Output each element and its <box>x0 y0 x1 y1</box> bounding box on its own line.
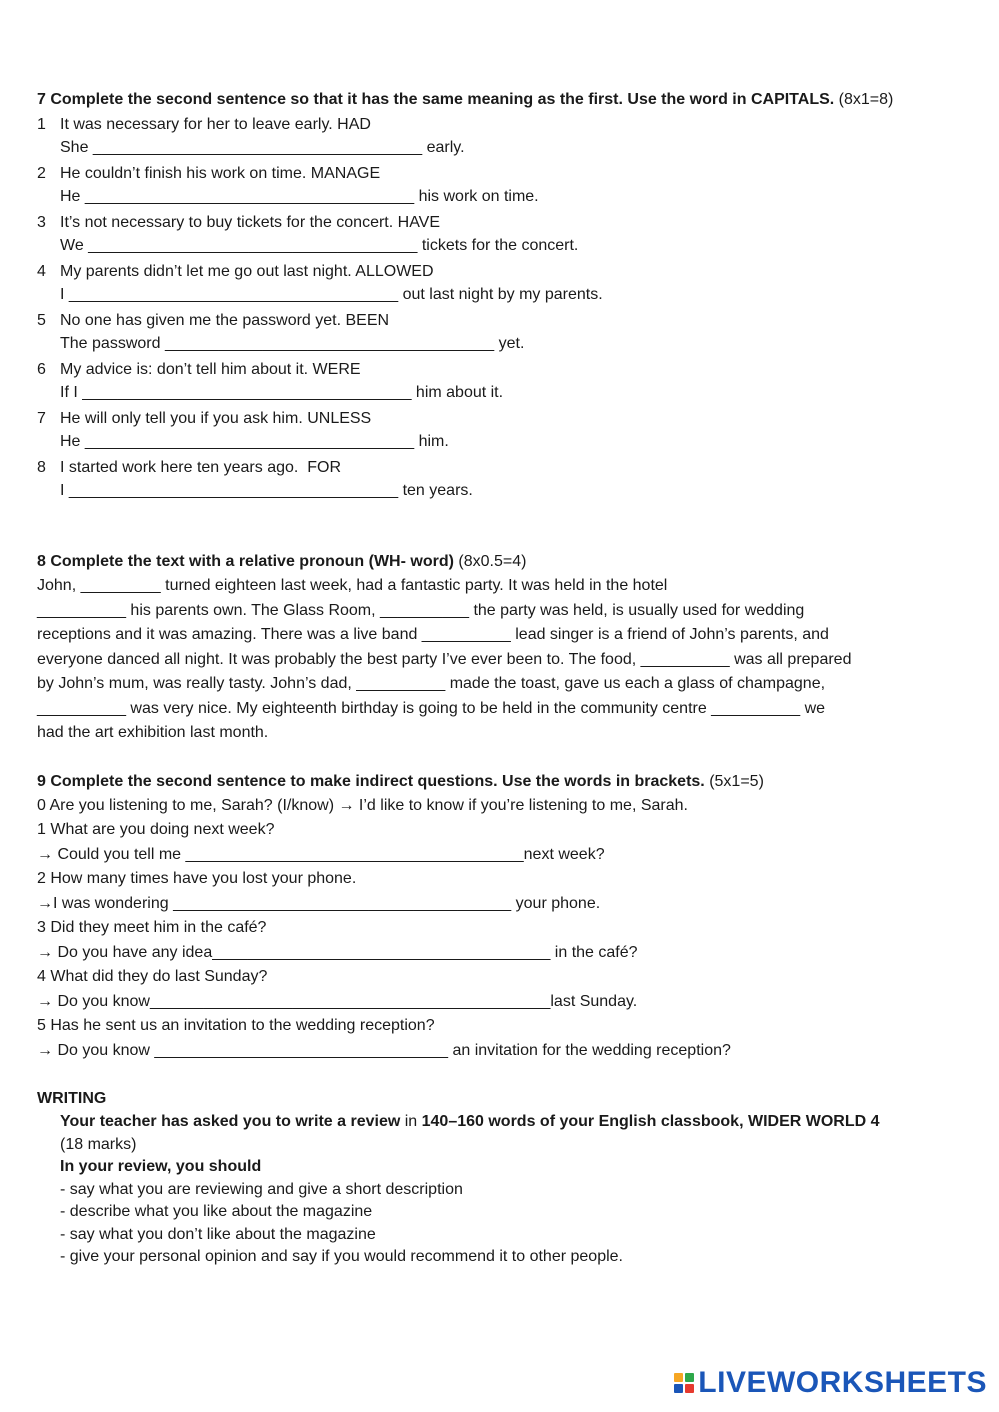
section-7 <box>37 88 967 502</box>
logo-icon <box>674 1373 694 1393</box>
text-line: by John’s mum, was really tasty. John’s dad, __________ made the toast, gave us each a glass of champagne, <box>37 675 826 692</box>
question-line: 5 Has he sent us an invitation to the wedding reception? <box>37 1017 435 1034</box>
original-sentence: I started work here ten years ago. FOR <box>60 459 342 476</box>
answer-line[interactable]: We _____________________________________ tickets for the concert. <box>60 236 579 254</box>
question-line: 2 How many times have you lost your phone. <box>37 870 357 887</box>
original-sentence: My parents didn’t let me go out last night. ALLOWED <box>60 263 434 280</box>
answer-line[interactable]: → Do you know _________________________________ an invitation for the wedding reception? <box>37 1041 731 1059</box>
answer-line[interactable]: He _____________________________________ his work on time. <box>60 187 539 205</box>
item-number: 7 <box>37 410 46 427</box>
section-9-title: 9 Complete the second sentence to make indirect questions. Use the words in brackets. <box>37 772 705 790</box>
prompt-connector: in <box>400 1113 422 1130</box>
section-8-marks: (8x0.5=4) <box>458 553 527 570</box>
section-9 <box>37 770 967 1064</box>
answer-line[interactable]: He _____________________________________ him. <box>60 432 449 450</box>
logo-square <box>674 1384 683 1393</box>
list-item <box>37 408 967 453</box>
writing-point: - say what you are reviewing and give a short description <box>60 1180 463 1198</box>
prompt-bold-1: Your teacher has asked you to write a review <box>60 1113 401 1130</box>
gap-fill-text[interactable] <box>37 574 917 746</box>
item-number: 8 <box>37 459 46 476</box>
question-line: 4 What did they do last Sunday? <box>37 968 268 985</box>
writing-title: WRITING <box>37 1090 107 1107</box>
item-number: 6 <box>37 361 46 378</box>
item-number: 3 <box>37 214 46 231</box>
prompt-bold-2: 140–160 words of your English classbook, WIDER WORLD 4 <box>421 1113 880 1130</box>
original-sentence: It’s not necessary to buy tickets for the concert. HAVE <box>60 214 441 231</box>
item-number: 4 <box>37 263 46 280</box>
original-sentence: He couldn’t finish his work on time. MANAGE <box>60 165 381 182</box>
writing-point: - describe what you like about the magazine <box>60 1203 373 1220</box>
answer-line[interactable]: I _____________________________________ out last night by my parents. <box>60 285 603 303</box>
writing-section <box>37 1087 967 1269</box>
section-8-title: 8 Complete the text with a relative pronoun (WH- word) <box>37 553 454 570</box>
logo-text: LIVEWORKSHEETS <box>698 1366 987 1399</box>
worksheet-page <box>37 88 967 1269</box>
writing-point: - give your personal opinion and say if you would recommend it to other people. <box>60 1248 623 1265</box>
text-line: everyone danced all night. It was probably the best party I’ve ever been to. The food, __________ was all prepared <box>37 650 852 668</box>
answer-line[interactable]: → Do you have any idea______________________________________ in the café? <box>37 943 638 961</box>
original-sentence: He will only tell you if you ask him. UNLESS <box>60 410 372 427</box>
logo-square <box>685 1384 694 1393</box>
list-item <box>37 212 967 257</box>
writing-should: In your review, you should <box>60 1158 262 1175</box>
section-8 <box>37 550 967 746</box>
question-line: 1 What are you doing next week? <box>37 821 275 838</box>
answer-line[interactable]: I _____________________________________ ten years. <box>60 481 473 499</box>
list-item <box>37 261 967 306</box>
section-7-marks: (8x1=8) <box>838 91 894 108</box>
answer-line[interactable]: →I was wondering ______________________________________ your phone. <box>37 894 601 912</box>
answer-line[interactable]: If I _____________________________________ him about it. <box>60 383 504 401</box>
text-line: had the art exhibition last month. <box>37 724 269 741</box>
list-item <box>37 114 967 159</box>
text-line: __________ was very nice. My eighteenth birthday is going to be held in the community centre __________ we <box>37 699 826 717</box>
section-8-heading <box>37 550 967 574</box>
list-item <box>37 457 967 502</box>
writing-point: - say what you don’t like about the magazine <box>60 1225 376 1243</box>
text-line: John, _________ turned eighteen last week, had a fantastic party. It was held in the hotel <box>37 577 668 594</box>
writing-prompt <box>60 1111 967 1134</box>
section-9-marks: (5x1=5) <box>709 772 764 790</box>
original-sentence: It was necessary for her to leave early. HAD <box>60 116 371 133</box>
section-7-heading <box>37 88 967 112</box>
writing-task <box>60 1111 967 1269</box>
answer-line[interactable]: → Do you know_____________________________________________last Sunday. <box>37 992 638 1010</box>
example-line: 0 Are you listening to me, Sarah? (I/know) → I’d like to know if you’re listening to me, Sarah. <box>37 796 688 814</box>
answer-line[interactable]: She _____________________________________ early. <box>60 138 465 156</box>
question-line: 3 Did they meet him in the café? <box>37 919 267 936</box>
answer-line[interactable]: → Could you tell me ______________________________________next week? <box>37 845 605 863</box>
item-number: 2 <box>37 165 46 182</box>
logo-square <box>685 1373 694 1382</box>
list-item <box>37 359 967 404</box>
text-line: receptions and it was amazing. There was a live band __________ lead singer is a friend of John’s parents, and <box>37 626 829 643</box>
list-item <box>37 163 967 208</box>
section-7-items <box>37 114 967 502</box>
answer-line[interactable]: The password _____________________________________ yet. <box>60 334 525 352</box>
list-item <box>37 310 967 355</box>
item-number: 5 <box>37 312 46 329</box>
logo-square <box>674 1373 683 1382</box>
original-sentence: My advice is: don’t tell him about it. WERE <box>60 361 361 378</box>
text-line: __________ his parents own. The Glass Room, __________ the party was held, is usually used for wedding <box>37 601 805 619</box>
original-sentence: No one has given me the password yet. BEEN <box>60 312 390 329</box>
section-7-title: 7 Complete the second sentence so that it has the same meaning as the first. Use the word in CAPITALS. <box>37 91 835 108</box>
liveworksheets-logo[interactable] <box>674 1368 987 1398</box>
section-9-heading <box>37 770 967 794</box>
item-number: 1 <box>37 116 46 133</box>
writing-marks: (18 marks) <box>60 1135 137 1153</box>
